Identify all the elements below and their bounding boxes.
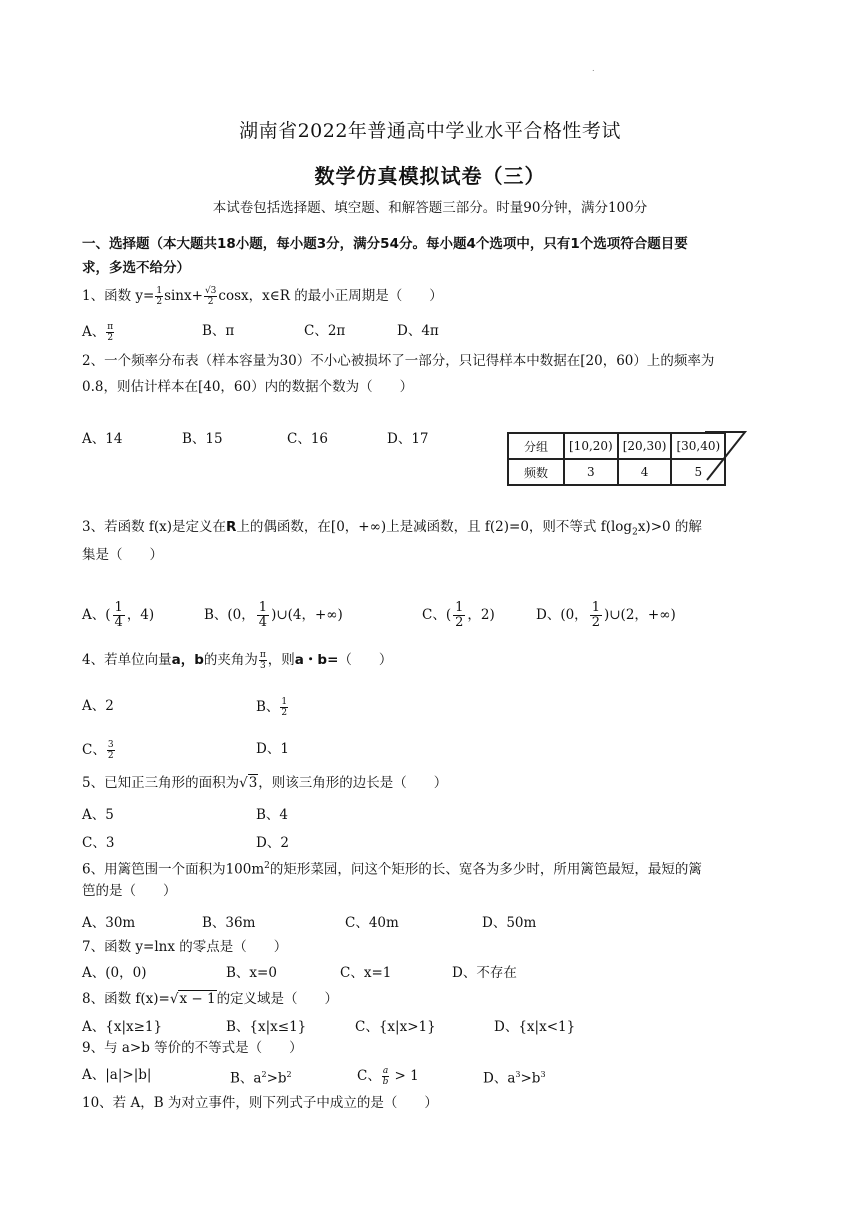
question-6-option-a: A、30m xyxy=(82,915,136,931)
question-9-option-b: B、$a^2>b^2$ xyxy=(230,1070,292,1087)
question-8-option-b: B、{x|x≤1} xyxy=(226,1019,307,1035)
question-1-option-b: B、π xyxy=(202,323,235,339)
torn-table-edge xyxy=(705,430,751,488)
question-9-option-c: C、 $\frac{a}{b}$ > 1 xyxy=(357,1066,419,1087)
question-6-option-c: C、40m xyxy=(345,915,399,931)
section-heading-line2: 求，多选不给分） xyxy=(82,260,190,276)
question-4-option-b: B、 $\frac{1}{2}$ xyxy=(256,697,288,718)
question-2-option-b: B、15 xyxy=(182,431,223,447)
question-9-option-d: D、$a^3>b^3$ xyxy=(483,1070,546,1087)
question-9-stem: 9、与 a>b 等价的不等式是（ ） xyxy=(82,1040,303,1056)
question-7-stem: 7、函数 y=lnx 的零点是（ ） xyxy=(82,939,288,955)
question-1-stem: 1、函数 y= $\frac{1}{2}$ sinx+ $\frac{√3}{2}$ cosx，x∈R 的最小正周期是（ ） xyxy=(82,286,443,307)
table-row xyxy=(508,433,725,459)
question-8-option-a: A、{x|x≥1} xyxy=(82,1019,163,1035)
question-2-option-a: A、14 xyxy=(82,431,123,447)
question-5-option-a: A、5 xyxy=(82,807,114,823)
question-6-stem-line1: 6、用篱笆围一个面积为$100m^2$的矩形菜园，问这个矩形的长、宽各为多少时，所用篱笆最短，最短的篱 xyxy=(82,861,702,878)
question-3-option-b: B、(0， $\frac{1}{4}$ )∪(4，+∞) xyxy=(204,600,343,630)
question-8-option-d: D、{x|x<1} xyxy=(494,1019,576,1035)
exam-title: 湖南省2022年普通高中学业水平合格性考试 xyxy=(239,120,621,142)
table-cell: 分组 xyxy=(508,433,564,459)
question-1-option-d: D、4π xyxy=(397,323,439,339)
question-2-stem-line2: 0.8，则估计样本在[40，60）内的数据个数为（ ） xyxy=(82,379,414,395)
question-3-option-d: D、(0， $\frac{1}{2}$ )∪(2，+∞) xyxy=(536,600,676,630)
question-9-option-a: A、|a|>|b| xyxy=(82,1067,152,1083)
question-3-option-c: C、( $\frac{1}{2}$ ，2) xyxy=(422,600,495,630)
corner-dot: . xyxy=(592,64,595,73)
exam-note: 本试卷包括选择题、填空题、和解答题三部分。时量90分钟，满分100分 xyxy=(212,200,648,216)
table-row xyxy=(508,459,725,485)
question-4-option-a: A、2 xyxy=(82,698,114,714)
question-6-stem-line2: 笆的是（ ） xyxy=(82,883,177,899)
table-cell: [10,20) xyxy=(564,433,618,459)
question-7-option-a: A、(0，0) xyxy=(82,965,147,981)
table-cell: 4 xyxy=(618,459,672,485)
question-5-stem: 5、已知正三角形的面积为√3，则该三角形的边长是（ ） xyxy=(82,775,448,791)
question-2-option-c: C、16 xyxy=(287,431,329,447)
exam-subtitle: 数学仿真模拟试卷（三） xyxy=(314,164,546,188)
question-7-option-d: D、不存在 xyxy=(452,965,517,981)
question-5-option-c: C、3 xyxy=(82,835,115,851)
frequency-table xyxy=(507,432,726,486)
table-cell: 5 xyxy=(671,459,725,485)
question-8-option-c: C、{x|x>1} xyxy=(355,1019,436,1035)
question-4-option-d: D、1 xyxy=(256,741,289,757)
question-3-stem-line1: 3、若函数 f(x)是定义在R上的偶函数，在[0，+∞)上是减函数，且 f(2)=0，则不等式 $f(\log_2x)>0$ 的解 xyxy=(82,519,702,538)
question-10-stem: 10、若 A，B 为对立事件，则下列式子中成立的是（ ） xyxy=(82,1095,438,1111)
question-1-option-c: C、2π xyxy=(304,323,346,339)
table-cell: 频数 xyxy=(508,459,564,485)
table-cell: 3 xyxy=(564,459,618,485)
question-7-option-b: B、x=0 xyxy=(226,965,277,981)
question-3-stem-line2: 集是（ ） xyxy=(82,547,163,563)
question-4-option-c: C、 $\frac{3}{2}$ xyxy=(82,740,114,761)
question-1-option-a: A、 $\frac{\pi}{2}$ xyxy=(82,322,114,343)
table-cell: [30,40) xyxy=(671,433,725,459)
question-7-option-c: C、x=1 xyxy=(340,965,392,981)
table-cell: [20,30) xyxy=(618,433,672,459)
question-6-option-b: B、36m xyxy=(202,915,256,931)
question-2-option-d: D、17 xyxy=(387,431,429,447)
question-2-stem-line1: 2、一个频率分布表（样本容量为30）不小心被损坏了一部分，只记得样本中数据在[20，60）上的频率为 xyxy=(82,353,715,369)
question-4-stem: 4、若单位向量a，b的夹角为 $\frac{\pi}{3}$ ，则a・b=（ ） xyxy=(82,650,393,671)
question-3-option-a: A、( $\frac{1}{4}$ ，4) xyxy=(82,600,155,630)
question-5-option-d: D、2 xyxy=(256,835,289,851)
question-6-option-d: D、50m xyxy=(482,915,537,931)
question-5-option-b: B、4 xyxy=(256,807,289,823)
question-8-stem: 8、函数 f(x)=√x − 1的定义域是（ ） xyxy=(82,991,339,1007)
section-heading-line1: 一、选择题（本大题共18小题，每小题3分，满分54分。每小题4个选项中，只有1个选项符合题目要 xyxy=(82,236,688,252)
